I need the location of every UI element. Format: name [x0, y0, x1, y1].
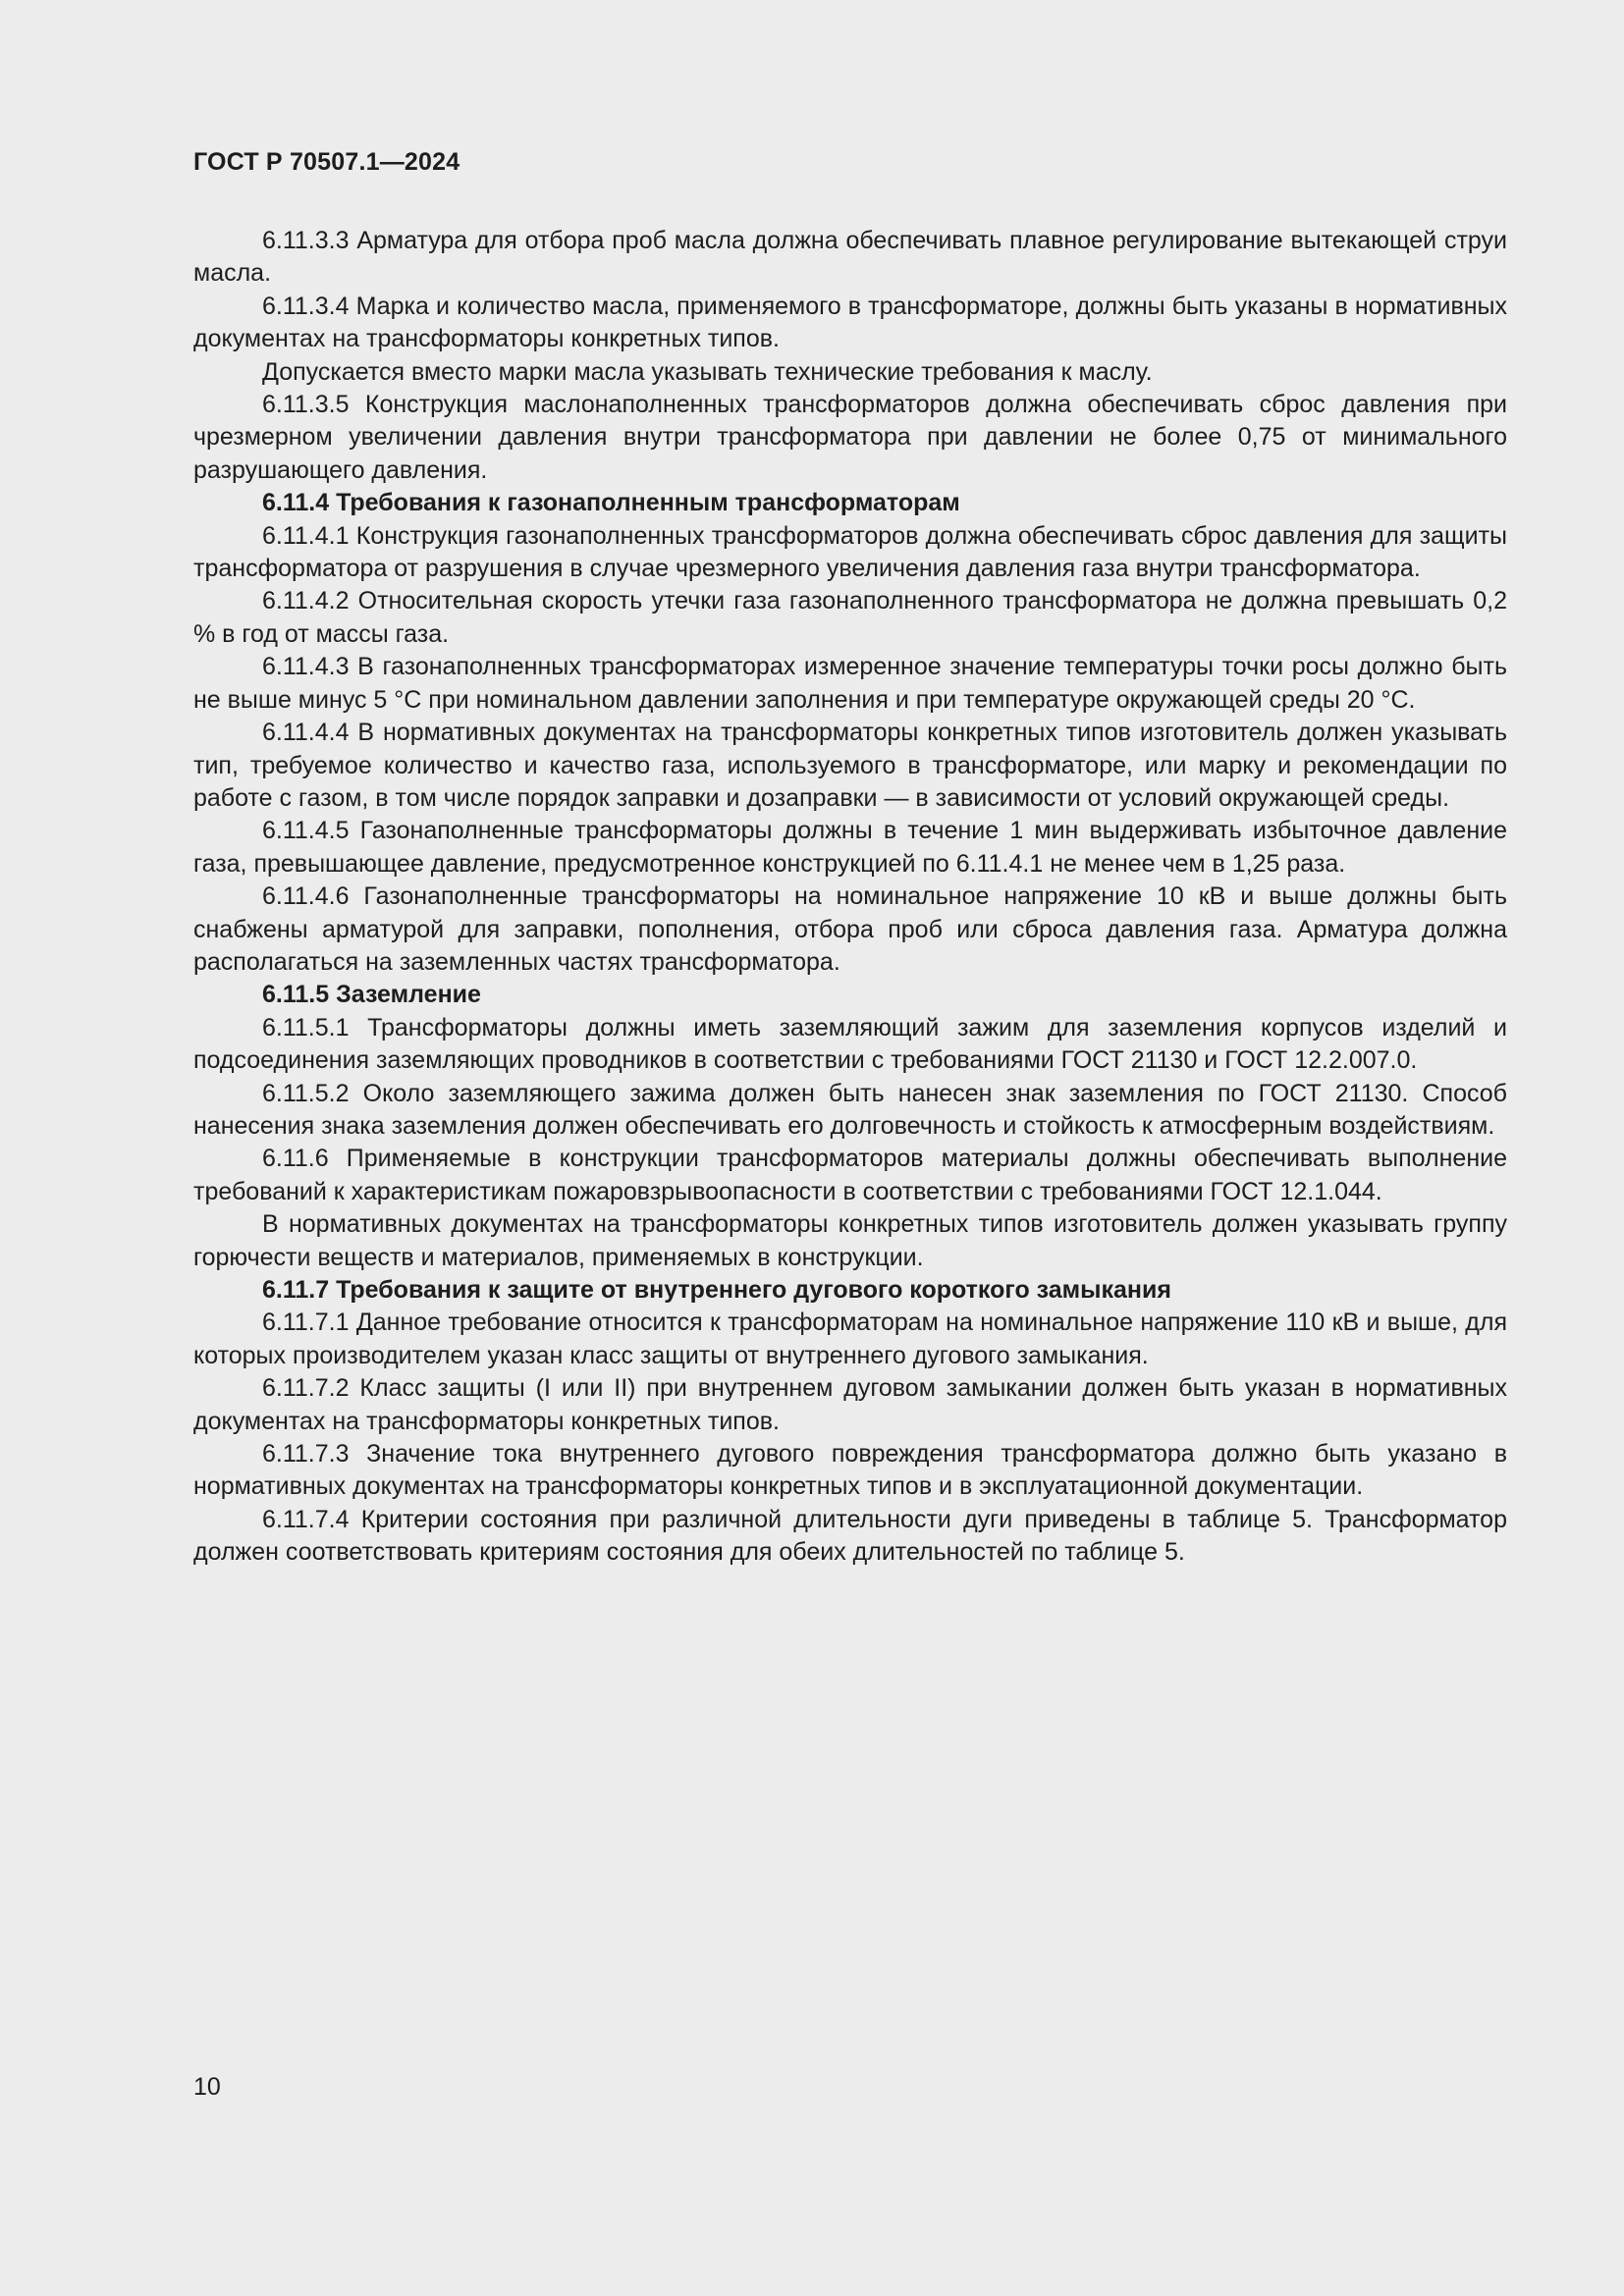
paragraph: 6.11.5.2 Около заземляющего зажима должен быть нанесен знак заземления по ГОСТ 21130. Способ нанесения знака заземления должен обеспечивать его долговечность и стойкость к атмосферным воздействиям.: [193, 1079, 1507, 1140]
paragraph: В нормативных документах на трансформаторы конкретных типов изготовитель должен указывать группу горючести веществ и материалов, применяемых в конструкции.: [193, 1210, 1507, 1271]
paragraph: 6.11.4.4 В нормативных документах на трансформаторы конкретных типов изготовитель должен указывать тип, требуемое количество и качество газа, используемого в трансформаторе, или марку и рекомендации по работе с газом, в том числе порядок заправки и дозаправки — в зависимости от условий окружающей среды.: [193, 719, 1507, 812]
paragraph: 6.11.4.5 Газонаполненные трансформаторы должны в течение 1 мин выдерживать избыточное давление газа, превышающее давление, предусмотренное конструкцией по 6.11.4.1 не менее чем в 1,25 раза.: [193, 817, 1507, 878]
page-number: 10: [193, 2073, 221, 2101]
paragraph: 6.11.7.1 Данное требование относится к трансформаторам на номинальное напряжение 110 кВ и выше, для которых производителем указан класс защиты от внутреннего дугового замыкания.: [193, 1308, 1507, 1369]
paragraph: 6.11.6 Применяемые в конструкции трансформаторов материалы должны обеспечивать выполнение требований к характеристикам пожаровзрывоопасности в соответствии с требованиями ГОСТ 12.1.044.: [193, 1145, 1507, 1205]
paragraph: 6.11.3.4 Марка и количество масла, применяемого в трансформаторе, должны быть указаны в нормативных документах на трансформаторы конкретных типов.: [193, 292, 1507, 353]
paragraph: Допускается вместо марки масла указывать технические требования к маслу.: [262, 357, 1153, 386]
paragraph: 6.11.4.2 Относительная скорость утечки газа газонаполненного трансформатора не должна превышать 0,2 % в год от массы газа.: [193, 587, 1507, 648]
paragraph: 6.11.3.3 Арматура для отбора проб масла должна обеспечивать плавное регулирование вытекающей струи масла.: [193, 227, 1507, 288]
section-heading: 6.11.7 Требования к защите от внутреннего дугового короткого замыкания: [262, 1276, 1171, 1304]
paragraph: 6.11.4.1 Конструкция газонаполненных трансформаторов должна обеспечивать сброс давления для защиты трансформатора от разрушения в случае чрезмерного увеличения давления газа внутри трансформатора.: [193, 521, 1507, 583]
paragraph: 6.11.7.2 Класс защиты (I или II) при внутреннем дуговом замыкании должен быть указан в нормативных документах на трансформаторы конкретных типов.: [193, 1374, 1507, 1435]
section-heading: 6.11.5 Заземление: [262, 981, 481, 1009]
paragraph: 6.11.5.1 Трансформаторы должны иметь заземляющий зажим для заземления корпусов изделий и подсоединения заземляющих проводников в соответствии с требованиями ГОСТ 21130 и ГОСТ 12.2.007.0.: [193, 1013, 1507, 1075]
document-body: [193, 225, 1507, 1570]
paragraph: 6.11.3.5 Конструкция маслонаполненных трансформаторов должна обеспечивать сброс давления при чрезмерном увеличении давления внутри трансформатора при давлении не более 0,75 от минимального разрушающего давления.: [193, 391, 1507, 484]
paragraph: 6.11.7.3 Значение тока внутреннего дугового повреждения трансформатора должно быть указано в нормативных документах на трансформаторы конкретных типов и в эксплуатационной документации.: [193, 1440, 1507, 1501]
paragraph: 6.11.4.3 В газонаполненных трансформаторах измеренное значение температуры точки росы должно быть не выше минус 5 °С при номинальном давлении заполнения и при температуре окружающей среды 20 °С.: [193, 653, 1507, 714]
paragraph: 6.11.7.4 Критерии состояния при различной длительности дуги приведены в таблице 5. Трансформатор должен соответствовать критериям состояния для обеих длительностей по таблице 5.: [193, 1505, 1507, 1567]
paragraph: 6.11.4.6 Газонаполненные трансформаторы на номинальное напряжение 10 кВ и выше должны быть снабжены арматурой для заправки, пополнения, отбора проб или сброса давления газа. Арматура должна располагаться на заземленных частях трансформатора.: [193, 882, 1507, 976]
section-heading: 6.11.4 Требования к газонаполненным трансформаторам: [262, 489, 960, 517]
page-header: ГОСТ Р 70507.1—2024: [193, 148, 460, 176]
